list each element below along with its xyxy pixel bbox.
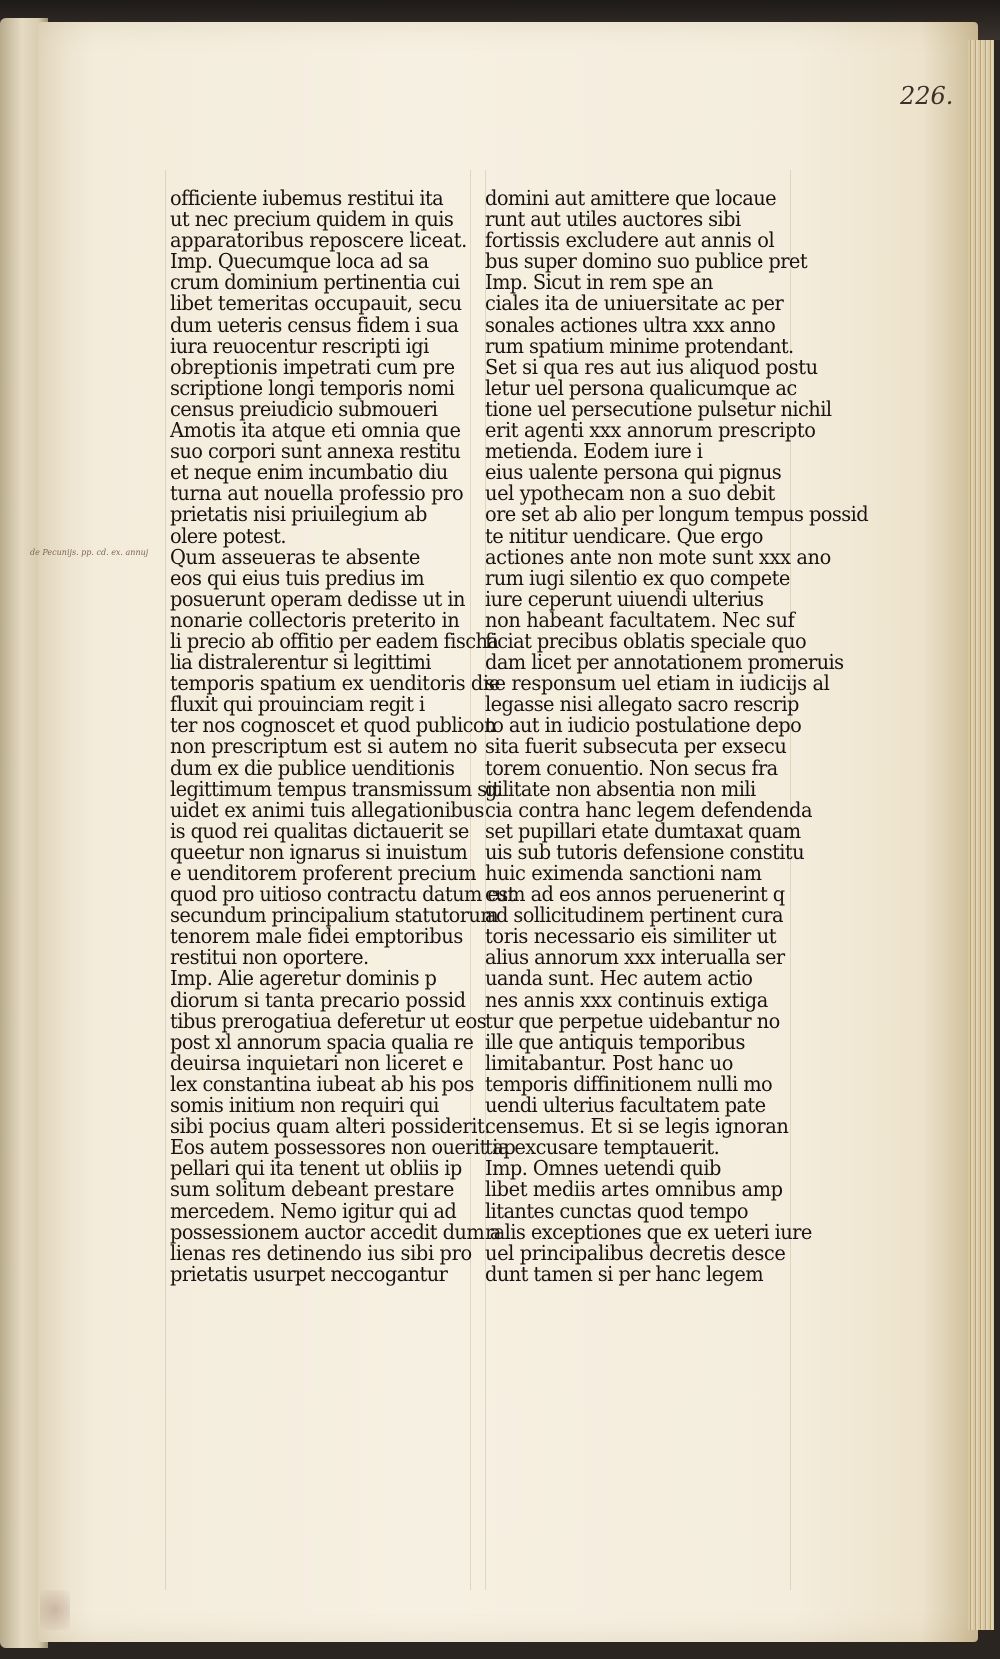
text-line: eius ualente persona qui pignus — [485, 460, 782, 485]
text-line: tur que perpetue uidebantur no — [485, 1008, 780, 1033]
text-line: e uenditorem proferent precium — [170, 861, 477, 885]
text-line: letur uel persona qualicumque ac — [485, 375, 797, 400]
text-line: dam licet per annotationem promeruis — [485, 650, 844, 675]
text-line: crum dominium pertinentia cui — [170, 270, 460, 295]
text-line: secundum principalium statutorum — [170, 903, 499, 928]
text-line: possessionem auctor accedit dum a — [170, 1219, 501, 1244]
text-line: dunt tamen si per hanc legem — [485, 1261, 764, 1286]
text-line: ralis exceptiones que ex ueteri iure — [485, 1219, 812, 1244]
text-line: prietatis usurpet neccogantur — [170, 1261, 448, 1286]
text-line: uendi ulterius facultatem pate — [485, 1093, 766, 1118]
text-line: actiones ante non mote sunt xxx ano — [485, 544, 831, 569]
text-line: Amotis ita atque eti omnia que — [170, 418, 461, 443]
text-line: sum solitum debeant prestare — [170, 1177, 454, 1202]
text-line: is quod rei qualitas dictauerit se — [170, 818, 469, 843]
text-line: te nititur uendicare. Que ergo — [485, 523, 763, 548]
text-line: to aut in iudicio postulatione depo — [485, 713, 802, 738]
text-line: tibus prerogatiua deferetur ut eos — [170, 1008, 487, 1033]
text-line: deuirsa inquietari non liceret e — [170, 1050, 464, 1075]
text-line: iura reuocentur rescripti igi — [170, 333, 429, 358]
text-line: sibi pocius quam alteri possiderit. — [170, 1114, 491, 1139]
text-line: non prescriptum est si autem no — [170, 734, 478, 759]
text-line: sonales actiones ultra xxx anno — [485, 312, 776, 337]
text-line: post xl annorum spacia qualia re — [170, 1029, 474, 1054]
text-line: pellari qui ita tenent ut obliis ip — [170, 1156, 462, 1181]
text-line: obreptionis impetrati cum pre — [170, 354, 455, 379]
text-line: eos qui eius tuis predius im — [170, 565, 425, 590]
text-line: prietatis nisi priuilegium ab — [170, 502, 427, 527]
page-edge-stack — [968, 40, 994, 1630]
text-column-left — [170, 186, 516, 1286]
text-line: Imp. Alie ageretur dominis p — [170, 966, 437, 991]
text-line: ficiat precibus oblatis speciale quo — [485, 628, 807, 653]
text-line: lia distralerentur si legittimi — [170, 650, 431, 675]
text-line: scriptione longi temporis nomi — [170, 375, 455, 400]
text-line: fluxit qui prouinciam regit i — [170, 692, 425, 717]
text-line: torem conuentio. Non secus fra — [485, 755, 778, 780]
text-line: legasse nisi allegato sacro rescrip — [485, 692, 799, 717]
text-line: olere potest. — [170, 523, 286, 548]
text-line: apparatoribus reposcere liceat. — [170, 228, 467, 253]
text-line: litantes cunctas quod tempo — [485, 1198, 748, 1223]
folio-number: 226. — [900, 82, 954, 110]
text-line: gilitate non absentia non mili — [485, 776, 756, 801]
text-line: Eos autem possessores non ouerit ap — [170, 1135, 516, 1160]
text-line: uidet ex animi tuis allegationibus — [170, 797, 485, 822]
text-line: diorum si tanta precario possid — [170, 987, 466, 1012]
text-line: mercedem. Nemo igitur qui ad — [170, 1198, 457, 1223]
text-line: toris necessario eis similiter ut — [485, 924, 777, 949]
text-line: turna aut nouella professio pro — [170, 481, 464, 506]
text-line: somis initium non requiri qui — [170, 1093, 439, 1118]
text-line: suo corpori sunt annexa restitu — [170, 439, 461, 464]
text-line: uis sub tutoris defensione constitu — [485, 839, 805, 864]
text-line: ut nec precium quidem in quis — [170, 207, 454, 232]
text-line: temporis spatium ex uenditoris die — [170, 671, 500, 696]
text-line: fortissis excludere aut annis ol — [485, 228, 775, 253]
text-line: et neque enim incumbatio diu — [170, 460, 448, 485]
text-line: ter nos cognoscet et quod publicon — [170, 713, 496, 738]
text-line: officiente iubemus restitui ita — [170, 186, 444, 210]
text-line: limitabantur. Post hanc uo — [485, 1050, 733, 1075]
text-line: cia contra hanc legem defendenda — [485, 797, 813, 822]
text-line: ad sollicitudinem pertinent cura — [485, 903, 783, 928]
text-line: runt aut utiles auctores sibi — [485, 207, 741, 232]
margin-note: de Pecunijs. pp. cd. ex. annuj — [30, 548, 149, 557]
text-column-right — [485, 186, 869, 1286]
text-line: tia excusare temptauerit. — [485, 1135, 720, 1160]
text-line: se responsum uel etiam in iudicijs al — [485, 671, 830, 696]
text-line: temporis diffinitionem nulli mo — [485, 1071, 773, 1096]
text-line: libet mediis artes omnibus amp — [485, 1177, 783, 1202]
text-line: Imp. Sicut in rem spe an — [485, 270, 713, 295]
text-line: huic eximenda sanctioni nam — [485, 861, 762, 885]
text-line: bus super domino suo publice pret — [485, 249, 808, 274]
text-line: metienda. Eodem iure i — [485, 439, 703, 464]
text-line: ciales ita de uniuersitate ac per — [485, 291, 784, 316]
text-line: set pupillari etate dumtaxat quam — [485, 818, 801, 843]
text-line: sita fuerit subsecuta per exsecu — [485, 734, 787, 759]
text-line: libet temeritas occupauit, secu — [170, 291, 462, 316]
text-line: non habeant facultatem. Nec suf — [485, 607, 795, 632]
text-line: uanda sunt. Hec autem actio — [485, 966, 753, 991]
text-line: dum ex die publice uenditionis — [170, 755, 455, 780]
text-line: restitui non oportere. — [170, 945, 369, 970]
text-line: legittimum tempus transmissum sit — [170, 776, 500, 801]
text-line: nonarie collectoris preterito in — [170, 607, 460, 632]
text-line: lex constantina iubeat ab his pos — [170, 1071, 474, 1096]
text-line: Qum asseueras te absente — [170, 544, 421, 569]
text-line: uel principalibus decretis desce — [485, 1240, 786, 1265]
text-line: Imp. Quecumque loca ad sa — [170, 249, 429, 274]
text-line: tenorem male fidei emptoribus — [170, 924, 463, 949]
text-line: censemus. Et si se legis ignoran — [485, 1114, 789, 1139]
text-line: iure ceperunt uiuendi ulterius — [485, 586, 764, 611]
text-line: nes annis xxx continuis extiga — [485, 987, 768, 1012]
text-line: cum ad eos annos peruenerint q — [485, 882, 785, 907]
text-line: tione uel persecutione pulsetur nichil — [485, 396, 832, 421]
text-line: domini aut amittere que locaue — [485, 186, 777, 210]
text-line: ore set ab alio per longum tempus possid — [485, 502, 869, 527]
text-line: li precio ab offitio per eadem fischa — [170, 628, 499, 653]
text-line: quod pro uitioso contractu datum est — [170, 882, 515, 907]
text-line: queetur non ignarus si inuistum — [170, 839, 468, 864]
text-line: Imp. Omnes uetendi quib — [485, 1156, 721, 1181]
text-line: ille que antiquis temporibus — [485, 1029, 745, 1054]
text-line: rum spatium minime protendant. — [485, 333, 794, 358]
text-line: dum ueteris census fidem i sua — [170, 312, 459, 337]
text-line: census preiudicio submoueri — [170, 396, 438, 421]
text-line: lienas res detinendo ius sibi pro — [170, 1240, 472, 1265]
text-line: posuerunt operam dedisse ut in — [170, 586, 465, 611]
text-line: Set si qua res aut ius aliquod postu — [485, 354, 818, 379]
text-line: alius annorum xxx interualla ser — [485, 945, 785, 970]
text-line: rum iugi silentio ex quo compete — [485, 565, 790, 590]
stain — [40, 1590, 70, 1630]
ruling-line — [165, 170, 166, 1590]
text-line: erit agenti xxx annorum prescripto — [485, 418, 816, 443]
text-line: uel ypothecam non a suo debit — [485, 481, 775, 506]
